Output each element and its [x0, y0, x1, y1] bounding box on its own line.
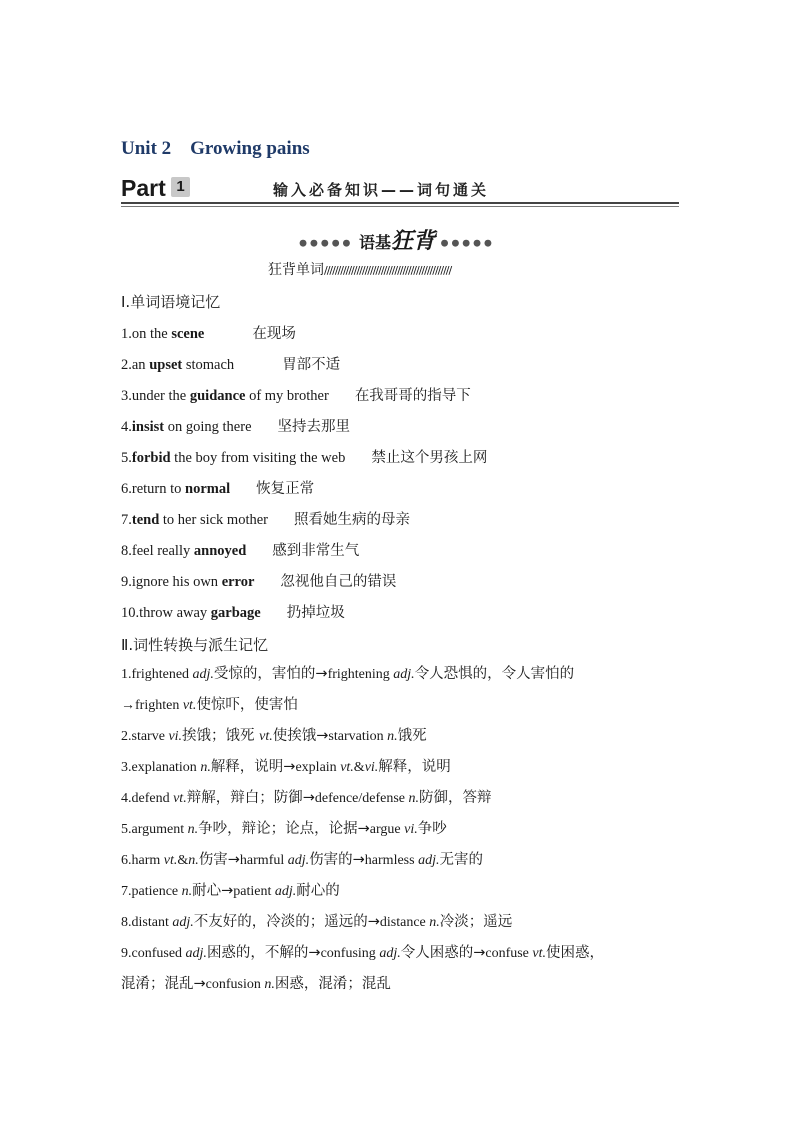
derivation-meaning: 令人恐惧的，令人害怕的: [414, 666, 575, 682]
derivation-meaning: 争吵: [417, 821, 447, 837]
derivation-line: [121, 783, 681, 814]
banner-emphasis: 狂背: [391, 228, 436, 254]
vocab-phrase: 7.tend to her sick mother: [121, 512, 269, 528]
derivation-line: [121, 752, 681, 783]
part-of-speech: vi.: [364, 760, 379, 775]
memo-title: [268, 259, 451, 279]
vocab-keyword: error: [221, 574, 255, 590]
vocab-keyword: insist: [131, 419, 165, 435]
part-of-speech: adj.: [287, 853, 310, 868]
derivation-word: &: [353, 760, 365, 775]
derivation-line: [121, 659, 681, 690]
part-of-speech: adj.: [274, 884, 297, 899]
memo-title-slashes: ///////////////////////////////////////////////: [324, 264, 452, 277]
part-label: Part: [121, 175, 166, 201]
derivation-word: 3.explanation: [121, 760, 201, 775]
vocab-keyword: forbid: [131, 450, 171, 466]
vocab-item: [121, 601, 681, 629]
derivation-meaning: 伤害的→: [309, 852, 365, 868]
derivation-meaning: 无害的: [439, 852, 483, 868]
vocab-keyword: upset: [149, 357, 183, 373]
derivation-word: confusing: [320, 946, 380, 961]
part-of-speech: adj.: [192, 667, 214, 682]
part-of-speech: n.: [429, 915, 440, 930]
header-divider-thin: [121, 206, 679, 207]
derivation-word: patient: [233, 884, 275, 899]
derivation-line: [121, 938, 681, 969]
vocab-translation: 禁止这个男孩上网: [371, 450, 488, 466]
vocab-keyword: annoyed: [193, 543, 247, 559]
derivation-line: [121, 814, 681, 845]
vocab-translation: 在我哥哥的指导下: [354, 388, 471, 404]
derivation-word: 6.harm: [121, 853, 164, 868]
part-of-speech: n.: [188, 853, 199, 868]
derivation-line: [121, 969, 681, 1000]
derivation-word: argue: [369, 822, 405, 837]
derivation-meaning: 不友好的，冷淡的；遥远的→: [193, 914, 380, 930]
part-of-speech: adj.: [418, 853, 440, 868]
derivation-line: [121, 876, 681, 907]
vocab-phrase: 6.return to normal: [121, 481, 231, 497]
vocab-item: [121, 415, 681, 443]
derivation-meaning: 耐心→: [192, 883, 234, 899]
derivation-meaning: 困惑的，不解的→: [206, 945, 321, 961]
part-of-speech: vt.: [163, 853, 178, 868]
banner-dots-right: ●●●●●: [440, 238, 495, 249]
derivation-meaning: 令人困惑的→: [400, 945, 486, 961]
derivation-word: 9.confused: [121, 946, 186, 961]
vocab-item: [121, 322, 681, 350]
part-of-speech: n.: [181, 884, 193, 899]
derivation-word: defence/defense: [314, 791, 409, 806]
part-of-speech: adj.: [185, 946, 207, 961]
part-of-speech: vt.: [259, 729, 273, 744]
vocab-phrase: 10.throw away garbage: [121, 605, 261, 621]
part-of-speech: adj.: [379, 946, 401, 961]
derivation-word: explain: [295, 760, 341, 775]
vocab-keyword: garbage: [210, 605, 261, 621]
derivation-word: 1.frightened: [121, 667, 193, 682]
vocab-keyword: normal: [185, 481, 231, 497]
part-of-speech: adj.: [172, 915, 194, 930]
unit-name: Growing pains: [190, 138, 310, 159]
derivation-meaning: 防御，答辩: [419, 790, 492, 806]
derivation-line: [121, 690, 681, 721]
unit-label: Unit 2: [121, 138, 172, 159]
banner-dots-left: ●●●●●: [299, 238, 354, 249]
vocab-keyword: tend: [131, 512, 160, 528]
derivation-word: starvation: [328, 729, 388, 744]
derivation-word: 8.distant: [121, 915, 173, 930]
vocab-phrase: 3.under the guidance of my brother: [121, 388, 329, 404]
derivation-meaning: 辩解，辩白；防御→: [186, 790, 315, 806]
derivation-meaning: 伤害→: [198, 852, 240, 868]
derivation-meaning: 冷淡；遥远: [439, 914, 513, 930]
derivation-meaning: 使困惑，: [546, 945, 605, 961]
header-divider: [121, 202, 679, 204]
derivation-word: confuse: [485, 946, 533, 961]
memo-title-text: 狂背单词: [268, 262, 324, 278]
vocab-translation: 胃部不适: [282, 357, 341, 373]
vocab-item: [121, 539, 681, 567]
derivation-meaning: 使惊吓，使害怕: [196, 697, 298, 713]
vocab-translation: 忽视他自己的错误: [280, 574, 397, 590]
vocab-item: [121, 477, 681, 505]
derivation-meaning: 挨饿；饿死: [182, 728, 260, 744]
derivation-meaning: 饿死: [397, 728, 427, 744]
vocab-item: [121, 353, 681, 381]
derivation-line: [121, 845, 681, 876]
derivation-word: distance: [379, 915, 430, 930]
vocab-keyword: guidance: [189, 388, 246, 404]
part-of-speech: n.: [187, 822, 199, 837]
derivation-word: frightening: [327, 667, 394, 682]
vocab-translation: 坚持去那里: [277, 419, 351, 435]
derivation-meaning: 使挨饿→: [272, 728, 329, 744]
derivation-meaning: 解释，说明→: [210, 759, 296, 775]
vocab-translation: 在现场: [252, 326, 296, 342]
vocab-phrase: 5.forbid the boy from visiting the web: [121, 450, 346, 466]
derivation-word: →frighten: [121, 698, 183, 713]
derivation-word: &: [177, 853, 189, 868]
derivation-word: harmful: [239, 853, 288, 868]
unit-title: [121, 138, 310, 160]
part-of-speech: n.: [408, 791, 420, 806]
part-of-speech: vt.: [182, 698, 197, 713]
derivation-line: [121, 907, 681, 938]
derivation-line: [121, 721, 681, 752]
part-of-speech: vi.: [404, 822, 418, 837]
banner-prefix: 语基: [358, 233, 391, 252]
part-of-speech: vt.: [340, 760, 354, 775]
part-subtitle: 输入必备知识——词句通关: [273, 181, 490, 199]
part-of-speech: n.: [200, 760, 211, 775]
derivation-meaning: 困惑，混淆；混乱: [274, 976, 391, 992]
part-of-speech: n.: [387, 729, 398, 744]
derivation-meaning: 受惊的，害怕的→: [213, 666, 328, 682]
vocab-translation: 恢复正常: [256, 481, 315, 497]
vocab-phrase: 9.ignore his own error: [121, 574, 255, 590]
vocab-phrase: 8.feel really annoyed: [121, 543, 247, 559]
derivation-word: 7.patience: [121, 884, 182, 899]
derivation-meaning: 耐心的: [296, 883, 340, 899]
derivation-word: confusion: [205, 977, 265, 992]
part-header: [121, 175, 679, 205]
derivation-word: 5.argument: [121, 822, 188, 837]
vocab-phrase: 1.on the scene: [121, 326, 205, 342]
part-of-speech: n.: [264, 977, 275, 992]
part-of-speech: adj.: [393, 667, 415, 682]
derivation-word: 4.defend: [121, 791, 174, 806]
vocab-item: [121, 570, 681, 598]
section2-title: Ⅱ.词性转换与派生记忆: [121, 636, 269, 654]
vocab-item: [121, 508, 681, 536]
derivation-meaning: 解释，说明: [378, 759, 451, 775]
vocab-phrase: 2.an upset stomach: [121, 357, 235, 373]
vocab-translation: 感到非常生气: [272, 543, 360, 559]
derivation-meaning: 混淆；混乱→: [121, 976, 206, 992]
derivation-word: harmless: [364, 853, 419, 868]
part-of-speech: vi.: [168, 729, 183, 744]
vocab-item: [121, 384, 681, 412]
part-of-speech: vt.: [532, 946, 547, 961]
vocab-phrase: 4.insist on going there: [121, 419, 252, 435]
derivation-meaning: 争吵，辩论；论点，论据→: [198, 821, 370, 837]
vocab-translation: 扔掉垃圾: [286, 605, 345, 621]
derivation-word: 2.starve: [121, 729, 169, 744]
part-of-speech: vt.: [173, 791, 187, 806]
section1-title: Ⅰ.单词语境记忆: [121, 293, 221, 311]
vocab-item: [121, 446, 681, 474]
section-banner: [0, 224, 794, 255]
part-number-badge: 1: [171, 177, 190, 197]
vocab-keyword: scene: [171, 326, 205, 342]
vocab-translation: 照看她生病的母亲: [294, 512, 411, 528]
